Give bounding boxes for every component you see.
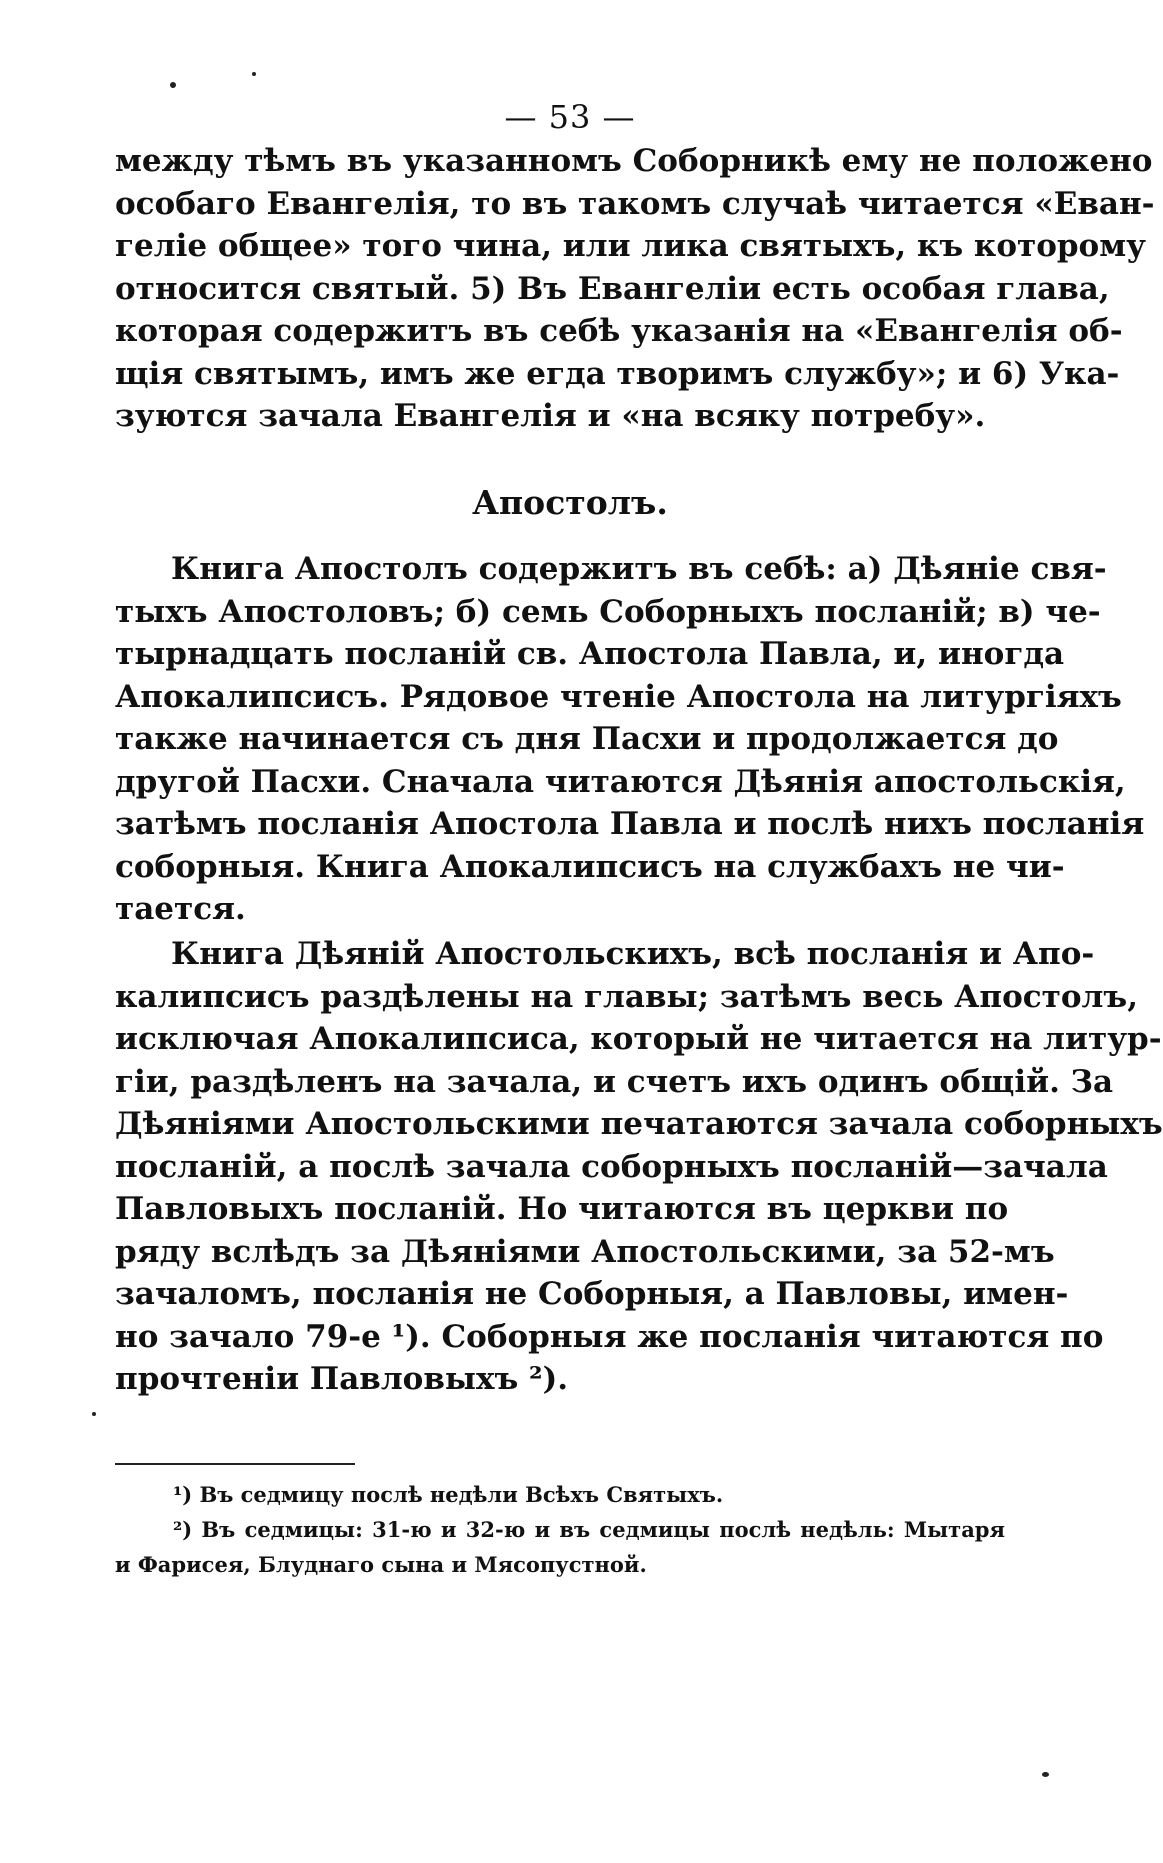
text-line: соборныя. Книга Апокалипсисъ на службахъ не чи- <box>115 848 1065 885</box>
footnote-2-continued: и Фарисея, Блуднаго сына и Мясопустной. <box>115 1552 647 1577</box>
section-heading: Апостолъ. <box>472 483 668 522</box>
footnote-1: ¹) Въ седмицу послѣ недѣли Всѣхъ Святыхъ. <box>173 1482 724 1507</box>
text-line: тырнадцать посланій св. Апостола Павла, и, иногда <box>115 636 1065 672</box>
text-line: Апокалипсисъ. Рядовое чтеніе Апостола на литургіяхъ <box>115 678 1122 715</box>
text-line: между тѣмъ въ указанномъ Соборникѣ ему не положено <box>115 143 1153 179</box>
text-line: гіи, раздѣленъ на зачала, и счетъ ихъ одинъ общій. За <box>115 1063 1114 1100</box>
text-line: Дѣяніями Апостольскими печатаются зачала соборныхъ <box>115 1106 1163 1142</box>
text-line: тыхъ Апостоловъ; б) семь Соборныхъ посланій; в) че- <box>115 593 1101 630</box>
text-line: зачаломъ, посланія не Соборныя, а Павловы, имен- <box>115 1276 1069 1312</box>
print-speck <box>1042 1772 1049 1777</box>
text-line: особаго Евангелія, то въ такомъ случаѣ читается «Еван- <box>115 185 1155 222</box>
paragraph-gospel-continued <box>115 140 1155 438</box>
print-speck <box>92 1412 96 1416</box>
paragraph-apostol-contents <box>115 548 1145 931</box>
text-line: также начинается съ дня Пасхи и продолжается до <box>115 721 1059 757</box>
text-line: прочтеніи Павловыхъ ²). <box>115 1361 569 1397</box>
text-line: тается. <box>115 891 246 927</box>
text-line: посланій, а послѣ зачала соборныхъ посланій—зачала <box>115 1148 1108 1185</box>
text-line: другой Пасхи. Сначала читаются Дѣянія апостольскія, <box>115 763 1126 800</box>
text-line: затѣмъ посланія Апостола Павла и послѣ нихъ посланія <box>115 806 1145 842</box>
footnote-2: ²) Въ седмицы: 31-ю и 32-ю и въ седмицы послѣ недѣль: Мытаря <box>173 1517 1005 1542</box>
text-line: Книга Апостолъ содержитъ въ себѣ: а) Дѣяніе свя- <box>171 551 1107 587</box>
footnote-divider <box>115 1463 355 1465</box>
text-line: геліе общее» того чина, или лика святыхъ, къ которому <box>115 228 1147 264</box>
footnotes <box>115 1477 1005 1582</box>
text-line: но зачало 79-е ¹). Соборныя же посланія читаются по <box>115 1318 1104 1355</box>
text-line: Павловыхъ посланій. Но читаются въ церкви по <box>115 1191 1009 1227</box>
text-line: исключая Апокалипсиса, который не читается на литур- <box>115 1021 1162 1057</box>
paragraph-apostol-divisions <box>115 933 1163 1401</box>
text-line: которая содержитъ въ себѣ указанія на «Евангелія об- <box>115 313 1123 349</box>
page-number: — 53 — <box>504 98 636 136</box>
text-line: относится святый. 5) Въ Евангеліи есть особая глава, <box>115 270 1110 307</box>
print-speck <box>170 82 176 88</box>
text-line: ряду вслѣдъ за Дѣяніями Апостольскими, за 52-мъ <box>115 1233 1055 1270</box>
print-speck <box>252 72 256 76</box>
text-line: зуются зачала Евангелія и «на всяку потребу». <box>115 398 986 434</box>
text-line: Книга Дѣяній Апостольскихъ, всѣ посланія и Апо- <box>171 936 1095 972</box>
text-line: калипсисъ раздѣлены на главы; затѣмъ весь Апостолъ, <box>115 978 1138 1015</box>
text-line: щія святымъ, имъ же егда творимъ службу»; и 6) Ука- <box>115 355 1120 392</box>
